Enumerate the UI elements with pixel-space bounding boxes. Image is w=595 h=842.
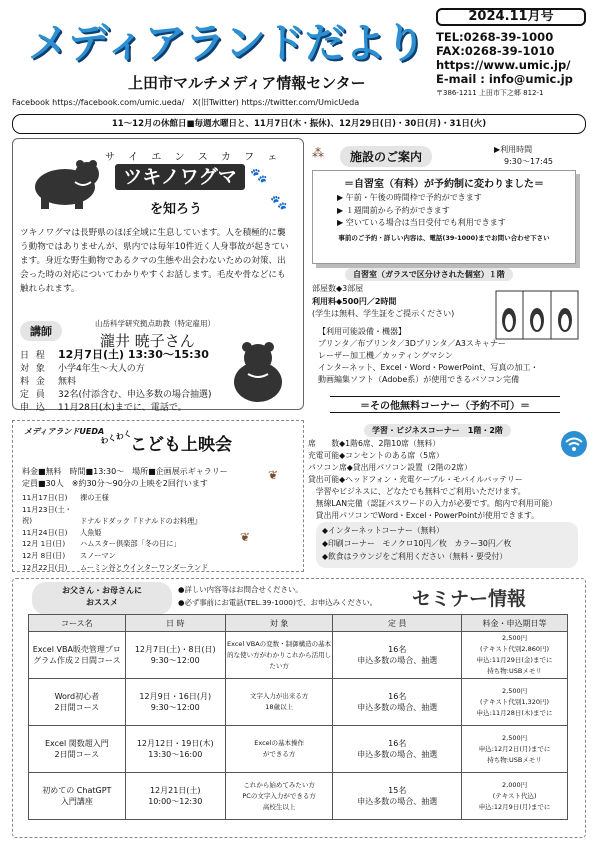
table-header-row bbox=[29, 615, 568, 632]
event-description: ツキノワグマは長野県のほぼ全域に生息しています。人を積極的に襲う動物ではありませんが、県内では毎年10件近く人身事故が起きています。身近な野生動物であるクマの生態や出会わないための対策、出会った時の対応についてわかりやすくお話します。毛皮や骨などにも触れられます。 bbox=[20, 228, 289, 294]
study-room-details: 部屋数◆3部屋 利用料◆500円／2時間 (学生は無料、学生証をご提示ください) bbox=[312, 284, 455, 318]
newsletter-title: メディアランドだより bbox=[28, 19, 425, 67]
leaf-icon: ❦ bbox=[268, 468, 279, 482]
bear-illustration bbox=[25, 152, 105, 212]
center-name: 上田市マルチメディア情報センター bbox=[128, 74, 366, 92]
table-row bbox=[29, 773, 568, 820]
lecturer-org: 山岳科学研究拠点助教（特定雇用） bbox=[95, 319, 215, 328]
equipment-list: 【利用可能設備・機器】 プリンタ／布プリンタ／3Dプリンタ／A3スキャナー レーザー加工機／カッティングマシン インターネット、Excel・Word・PowerPoint、写真の加工・ 動画編集ソフト（Adobe系）が使用できるパソコン完備 bbox=[318, 327, 539, 384]
course-fee: 2,500円 (テキスト代別1,320円) 申込:11月28日(木)までに bbox=[462, 679, 568, 726]
course-name: 初めての ChatGPT 入門講座 bbox=[29, 773, 126, 820]
study-room-title: 自習室（ガラスで区分けされた個室）１階 bbox=[345, 268, 513, 281]
website-link[interactable]: https://www.umic.jp/ bbox=[436, 58, 571, 72]
opening-hours: ▶利用時間 9:30～17:45 bbox=[494, 145, 554, 166]
list-item: 11月24日(日) 人魚姫 bbox=[22, 527, 102, 537]
course-target: 文字入力が出来る方 18歳以上 bbox=[225, 679, 333, 726]
business-corner-title: 学習・ビジネスコーナー 1階・2階 bbox=[364, 424, 511, 437]
list-item: 11月23日(土・祝) ドナルドダック『ドナルドのお料理』 bbox=[22, 504, 202, 526]
kids-waku: わくわく bbox=[99, 429, 133, 446]
lecturer-badge: 講師 bbox=[20, 320, 220, 341]
course-target: Excel VBAの変数・制御構造の基本的な使い方がわかりこれから活用したい方 bbox=[225, 632, 333, 679]
course-fee: 2,000円 (テキスト代込) 申込:12月9日(月)までに bbox=[462, 773, 568, 820]
address: 〒386-1211 上田市下之郷 812-1 bbox=[436, 89, 544, 97]
list-item: ▶ １週間前から予約ができます bbox=[337, 205, 575, 218]
paw-icon: 🐾 bbox=[250, 168, 268, 184]
business-corner-details: 席 数◆1階6席、2階10席（無料） 充電可能◆コンセントのある席（5席） パソコン席◆貸出用パソコン設置（2階の2席） 貸出可能◆ヘッドフォン・充電ケーブル・モバイルバッテリー 学習やビジネスに、どなたでも無料でご利用いただけます。 無線LAN完備（認証パスワードの入力が必要です。館内で利用可能） 貸出用パソコンでWord・Excel・PowerPointが使用できます。 bbox=[308, 439, 557, 520]
holiday-notice: 11～12月の休館日■毎週水曜日と、11月7日(木・振休)、12月29日(日)・30日(月)・31日(火) bbox=[12, 114, 586, 134]
column-header: コース名 bbox=[29, 615, 126, 632]
course-fee: 2,500円 (テキスト代別2,860円) 申込:11月29日(金)までに 持ち物:USBメモリ bbox=[462, 632, 568, 679]
study-room-notice: ＝自習室（有料）が予約制に変わりました＝ ▶ 午前・午後の時間枠で予約ができます ▶ １週間前から予約ができます ▶ 空いている場合は当日受付でも利用できます 事前のご予約・詳しい内容は、電話(39-1000)までお問い合わせ下さい bbox=[312, 170, 576, 264]
course-capacity: 15名 申込多数の場合、抽選 bbox=[333, 773, 462, 820]
other-corners: ◆インターネットコーナー（無料） ◆印刷コーナー モノクロ10円／枚 カラー30円／枚 ◆飲食はラウンジをご利用ください（無料・要受付） bbox=[316, 522, 578, 568]
course-date: 12月12日・19日(木) 13:30～16:00 bbox=[125, 726, 225, 773]
course-target: Excelの基本操作 ができる方 bbox=[225, 726, 333, 773]
wifi-icon bbox=[560, 430, 588, 458]
course-capacity: 16名 申込多数の場合、抽選 bbox=[333, 679, 462, 726]
tel: TEL:0268-39-1000 bbox=[436, 30, 554, 44]
movie-list bbox=[22, 492, 208, 573]
kids-logo: メディアランドUEDA bbox=[24, 427, 105, 436]
column-header: 対 象 bbox=[225, 615, 333, 632]
free-corner-title: ＝その他無料コーナー（予約不可）＝ bbox=[330, 396, 560, 413]
event-title-suffix: を知ろう bbox=[150, 202, 203, 217]
seminar-table bbox=[28, 614, 568, 820]
seminar-title: セミナー情報 bbox=[412, 588, 527, 610]
column-header: 定 員 bbox=[333, 615, 462, 632]
list-item: 12月 1日(日) ハムスター倶楽部「冬の日に」 bbox=[22, 539, 181, 549]
event-title: ツキノワグマ bbox=[115, 164, 245, 190]
detail-row: 日 程 12月7日(土) 13:30～15:30 bbox=[20, 348, 209, 361]
course-date: 12月21日(土) 10:00～12:30 bbox=[125, 773, 225, 820]
seminar-tag: お父さん・お母さんに おススメ bbox=[32, 582, 172, 615]
detail-row: 定 員 32名(付添含む、申込多数の場合抽選) bbox=[20, 390, 212, 400]
social-links[interactable]: Facebook https://facebook.com/umic.ueda/ X(旧Twitter) https://twitter.com/UmicUeda bbox=[12, 98, 360, 107]
course-name: Excel 関数超入門 2日間コース bbox=[29, 726, 126, 773]
course-date: 12月7日(土)・8日(日) 9:30～12:00 bbox=[125, 632, 225, 679]
course-name: Excel VBA販売管理プログラム作成２日間コース bbox=[29, 632, 126, 679]
seminar-info: ●詳しい内容等はお問合せください。 ●必ず事前にお電話(TEL.39-1000)で、お申込みください。 bbox=[178, 585, 378, 607]
course-capacity: 16名 申込多数の場合、抽選 bbox=[333, 726, 462, 773]
column-header: 日 時 bbox=[125, 615, 225, 632]
bear-illustration bbox=[220, 340, 295, 405]
course-target: これから始めてみたい方 PCの文字入力ができる方 高校生以上 bbox=[225, 773, 333, 820]
issue-badge: 2024.11月号 bbox=[436, 8, 586, 26]
column-header: 料金・申込期日等 bbox=[462, 615, 568, 632]
list-item: 12月22日(日) ムーミン谷とウインターワンダーランド bbox=[22, 562, 209, 572]
kids-title: こども上映会 bbox=[130, 435, 232, 455]
facility-heading: 施設のご案内 bbox=[340, 146, 432, 167]
contact-block bbox=[436, 8, 586, 100]
table-row bbox=[29, 679, 568, 726]
event-details bbox=[20, 348, 211, 415]
lecturer-name: 瀧井 暁子さん bbox=[100, 332, 195, 350]
detail-row: 対 象 小学4年生～大人の方 bbox=[20, 364, 145, 374]
berry-icon: ⁂ bbox=[312, 146, 324, 160]
paw-icon: 🐾 bbox=[270, 195, 288, 211]
list-item: ▶ 午前・午後の時間枠で予約ができます bbox=[337, 192, 575, 205]
list-item: 11月17日(日) 裸の王様 bbox=[22, 493, 109, 502]
course-fee: 2,500円 申込:12月2日(月)までに 持ち物:USBメモリ bbox=[462, 726, 568, 773]
detail-row: 申 込 11月28日(木)までに、電話で。 bbox=[20, 403, 187, 413]
kids-info: 料金■無料 時間■13:30～ 場所■企画展示ギャラリー 定員■30人 ※約30分～90分の上映を2回行います bbox=[22, 467, 228, 488]
fax: FAX:0268-39-1010 bbox=[436, 44, 555, 58]
email-link[interactable]: E-mail : info@umic.jp bbox=[436, 72, 573, 86]
leaf-icon: ❦ bbox=[240, 530, 251, 544]
detail-row: 料 金 無料 bbox=[20, 377, 77, 387]
course-name: Word初心者 2日間コース bbox=[29, 679, 126, 726]
science-cafe-label: サ イ エ ン ス カ フ ェ bbox=[105, 152, 283, 163]
course-capacity: 16名 申込多数の場合、抽選 bbox=[333, 632, 462, 679]
list-item: 12月 8日(日) スノーマン bbox=[22, 550, 116, 560]
course-date: 12月9日・16日(月) 9:30～12:00 bbox=[125, 679, 225, 726]
list-item: ▶ 空いている場合は当日受付でも利用できます bbox=[337, 217, 575, 230]
table-row bbox=[29, 632, 568, 679]
table-row bbox=[29, 726, 568, 773]
